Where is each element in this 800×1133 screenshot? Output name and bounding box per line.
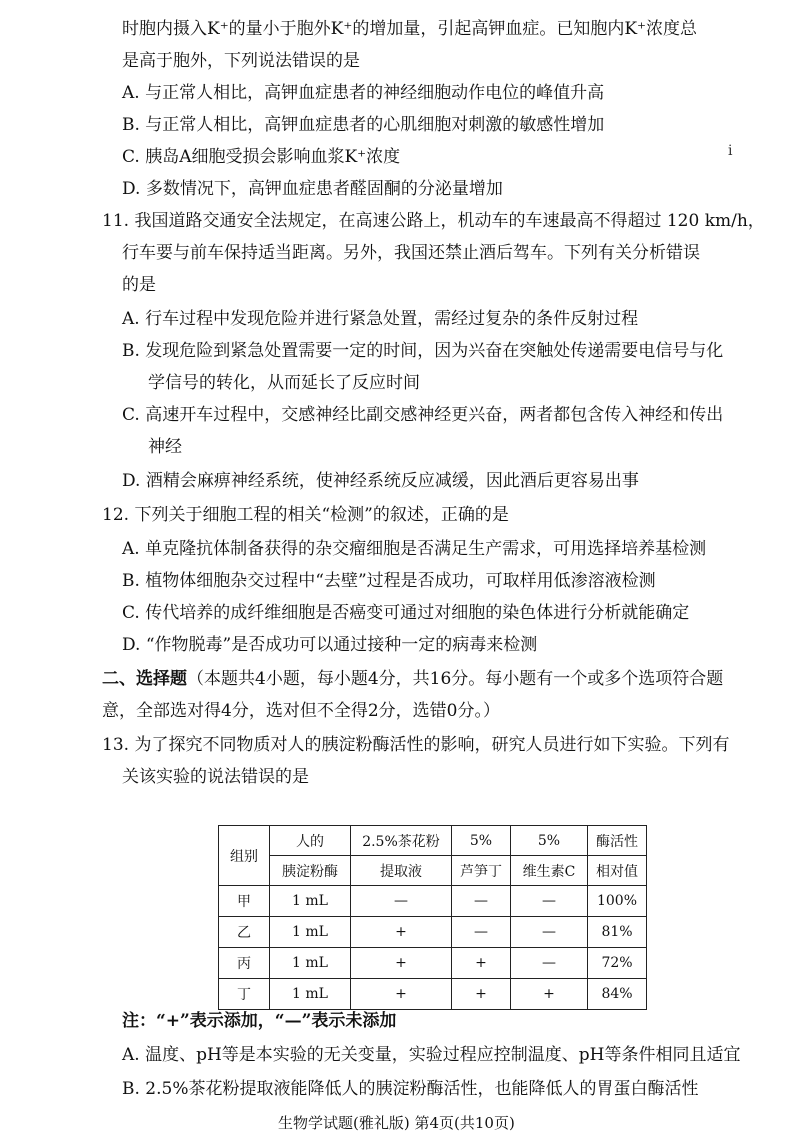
option-c: C. 高速开车过程中，交感神经比副交感神经更兴奋，两者都包含传入神经和传出: [122, 405, 724, 425]
table-cell: —: [511, 948, 588, 979]
experiment-table: [218, 825, 647, 1010]
text-line: 行车要与前车保持适当距离。另外，我国还禁止酒后驾车。下列有关分析错误: [122, 243, 700, 263]
table-header-row: [219, 826, 647, 856]
table-header-row: [219, 856, 647, 886]
option-c: C. 胰岛A细胞受损会影响血浆K⁺浓度: [122, 147, 401, 167]
option-a: A. 单克隆抗体制备获得的杂交瘤细胞是否满足生产需求，可用选择培养基检测: [122, 539, 707, 559]
table-cell: +: [511, 979, 588, 1010]
table-cell: 1 mL: [270, 948, 351, 979]
option-d: D. 多数情况下，高钾血症患者醛固酮的分泌量增加: [122, 179, 503, 199]
text-line: 是高于胞外，下列说法错误的是: [122, 51, 360, 71]
table-cell: —: [452, 917, 511, 948]
section-desc: （本题共4小题，每小题4分，共16分。每小题有一个或多个选项符合题: [187, 669, 724, 689]
option-b: B. 2.5%茶花粉提取液能降低人的胰淀粉酶活性，也能降低人的胃蛋白酶活性: [122, 1079, 699, 1099]
option-b: B. 发现危险到紧急处置需要一定的时间，因为兴奋在突触处传递需要电信号与化: [122, 341, 724, 361]
question-12: 12. 下列关于细胞工程的相关“检测”的叙述，正确的是: [102, 505, 509, 525]
table-cell: +: [452, 948, 511, 979]
option-b: B. 植物体细胞杂交过程中“去壁”过程是否成功，可取样用低渗溶液检测: [122, 571, 656, 591]
option-c: C. 传代培养的成纤维细胞是否癌变可通过对细胞的染色体进行分析就能确定: [122, 603, 690, 623]
table-header-cell: 相对值: [588, 856, 647, 886]
table-cell: 丁: [219, 979, 270, 1010]
table-header-cell: 2.5%茶花粉: [351, 826, 452, 856]
table-header-cell: 5%: [452, 826, 511, 856]
table-cell: 1 mL: [270, 917, 351, 948]
table-cell: —: [511, 917, 588, 948]
table-cell: 乙: [219, 917, 270, 948]
stray-mark: i: [728, 143, 733, 159]
table-row: [219, 979, 647, 1010]
option-a: A. 行车过程中发现危险并进行紧急处置，需经过复杂的条件反射过程: [122, 309, 639, 329]
table-header-cell: 维生素C: [511, 856, 588, 886]
option-a: A. 温度、pH等是本实验的无关变量，实验过程应控制温度、pH等条件相同且适宜: [122, 1045, 741, 1065]
table-header-cell: 提取液: [351, 856, 452, 886]
table-cell: +: [351, 948, 452, 979]
table-cell: 84%: [588, 979, 647, 1010]
option-b: B. 与正常人相比，高钾血症患者的心肌细胞对刺激的敏感性增加: [122, 115, 605, 135]
table-cell: —: [511, 886, 588, 917]
table-cell: 72%: [588, 948, 647, 979]
table-cell: +: [452, 979, 511, 1010]
question-13: 13. 为了探究不同物质对人的胰淀粉酶活性的影响，研究人员进行如下实验。下列有: [102, 735, 730, 755]
page-footer: 生物学试题(雅礼版) 第4页(共10页): [278, 1114, 515, 1132]
table-cell: 100%: [588, 886, 647, 917]
table-cell: —: [351, 886, 452, 917]
text-line: 神经: [148, 437, 182, 457]
table-row: [219, 886, 647, 917]
table-note: 注：“+”表示添加，“—”表示未添加: [122, 1011, 397, 1031]
table-header-cell: 5%: [511, 826, 588, 856]
section-title: 二、选择题: [102, 669, 187, 689]
table-cell: —: [452, 886, 511, 917]
table-cell: +: [351, 917, 452, 948]
table-cell: 1 mL: [270, 979, 351, 1010]
text-line: 学信号的转化，从而延长了反应时间: [148, 373, 420, 393]
table-header-cell: 酶活性: [588, 826, 647, 856]
table-cell: 甲: [219, 886, 270, 917]
table-header-cell: 胰淀粉酶: [270, 856, 351, 886]
option-d: D. “作物脱毒”是否成功可以通过接种一定的病毒来检测: [122, 635, 538, 655]
table-cell: 81%: [588, 917, 647, 948]
table-cell: +: [351, 979, 452, 1010]
section-desc-cont: 意，全部选对得4分，选对但不全得2分，选错0分。）: [102, 701, 500, 721]
question-11: 11. 我国道路交通安全法规定，在高速公路上，机动车的车速最高不得超过 120 km/h，: [102, 211, 765, 231]
option-a: A. 与正常人相比，高钾血症患者的神经细胞动作电位的峰值升高: [122, 83, 605, 103]
text-line: 的是: [122, 275, 156, 295]
text-line: 时胞内摄入K⁺的量小于胞外K⁺的增加量，引起高钾血症。已知胞内K⁺浓度总: [122, 19, 698, 39]
option-d: D. 酒精会麻痹神经系统，使神经系统反应减缓，因此酒后更容易出事: [122, 471, 639, 491]
table-row: [219, 948, 647, 979]
table-cell: 1 mL: [270, 886, 351, 917]
table-header-cell: 组别: [219, 826, 270, 886]
table-row: [219, 917, 647, 948]
table-cell: 丙: [219, 948, 270, 979]
text-line: 关该实验的说法错误的是: [122, 767, 309, 787]
section-heading: [102, 668, 723, 690]
table-header-cell: 芦笋丁: [452, 856, 511, 886]
table-header-cell: 人的: [270, 826, 351, 856]
